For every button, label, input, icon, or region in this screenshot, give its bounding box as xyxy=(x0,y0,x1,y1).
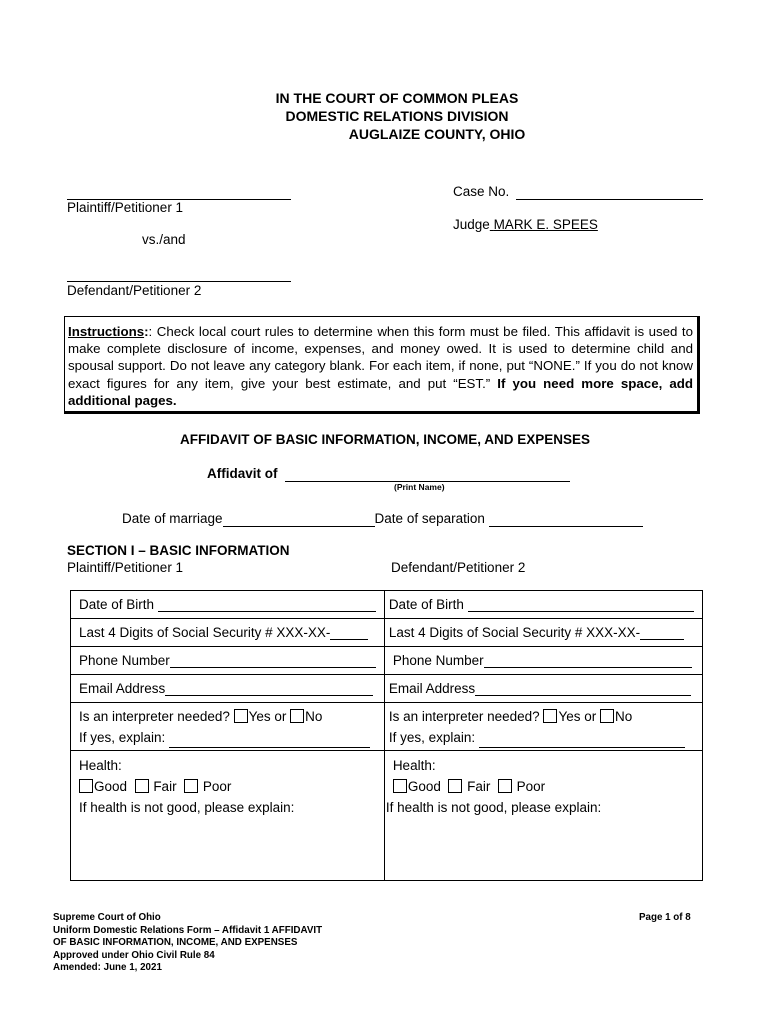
defendant-label: Defendant/Petitioner 2 xyxy=(67,283,202,298)
table-row xyxy=(71,647,703,675)
interpreter-no-checkbox-2[interactable] xyxy=(600,709,614,723)
case-number-field[interactable] xyxy=(516,185,703,200)
date-of-separation-label: Date of separation xyxy=(374,511,485,526)
affidavit-of-label: Affidavit of xyxy=(207,466,278,481)
if-yes-label-1: If yes, explain: xyxy=(79,729,166,745)
email-label-2: Email Address xyxy=(388,681,476,696)
instructions-box: Instructions:: Check local court rules to determine when this form must be filed. This affidavit is used to make complete disclosure of income, expenses, and money owed. It is used to determine child and spousal support. Do not leave any category blank. For each item, if none, put “NONE.” If you do not know exact figures for any item, give your best estimate, and put “EST.” If you need more space, add additional pages. xyxy=(64,316,700,414)
case-no-label: Case No. xyxy=(453,184,510,199)
table-row xyxy=(71,591,703,619)
basic-info-table xyxy=(70,590,703,881)
dob-label-1: Date of Birth xyxy=(79,597,155,612)
poor-label-2: Poor xyxy=(516,779,546,794)
health-fair-checkbox-2[interactable] xyxy=(448,779,462,793)
instructions-bold-note: If you need more space, add additional pages. xyxy=(68,375,693,408)
interpreter-no-checkbox-1[interactable] xyxy=(290,709,304,723)
yes-or-label-2: Yes or xyxy=(558,708,597,724)
division-name: DOMESTIC RELATIONS DIVISION xyxy=(285,108,509,124)
health-poor-checkbox-2[interactable] xyxy=(498,779,512,793)
phone-field-1[interactable] xyxy=(170,655,376,668)
section-1-title: SECTION I – BASIC INFORMATION xyxy=(67,543,290,558)
affiant-name-field[interactable] xyxy=(285,467,570,482)
judge-row xyxy=(453,217,598,233)
date-of-marriage-field[interactable] xyxy=(223,512,375,527)
footer-line-4: Approved under Ohio Civil Rule 84 xyxy=(53,949,215,961)
fair-label-2: Fair xyxy=(467,779,491,794)
phone-label-1: Phone Number xyxy=(79,653,170,668)
phone-field-2[interactable] xyxy=(484,655,692,668)
no-label-2: No xyxy=(614,708,633,724)
interpreter-explain-field-1[interactable] xyxy=(169,735,370,748)
footer-line-3: OF BASIC INFORMATION, INCOME, AND EXPENSES xyxy=(53,937,298,948)
health-label-1: Health: xyxy=(79,758,122,773)
dob-field-2[interactable] xyxy=(468,599,694,612)
footer-block xyxy=(53,912,322,975)
print-name-label: (Print Name) xyxy=(394,482,445,492)
email-field-1[interactable] xyxy=(165,683,373,696)
court-name: IN THE COURT OF COMMON PLEAS xyxy=(275,90,519,106)
date-of-separation-field[interactable] xyxy=(489,512,643,527)
plaintiff-label: Plaintiff/Petitioner 1 xyxy=(67,200,184,215)
email-field-2[interactable] xyxy=(475,683,691,696)
health-good-checkbox-1[interactable] xyxy=(79,779,93,793)
col2-label: Defendant/Petitioner 2 xyxy=(391,560,526,575)
if-yes-label-2: If yes, explain: xyxy=(388,729,476,745)
health-fair-checkbox-1[interactable] xyxy=(135,779,149,793)
table-row xyxy=(71,751,703,881)
footer-line-2: Uniform Domestic Relations Form – Affidavit 1 AFFIDAVIT xyxy=(53,924,323,936)
health-explain-label-1: If health is not good, please explain: xyxy=(79,800,295,815)
no-label-1: No xyxy=(305,708,323,724)
good-label-2: Good xyxy=(407,779,441,794)
case-number-row xyxy=(453,184,703,200)
interpreter-explain-field-2[interactable] xyxy=(479,735,685,748)
ssn-field-2[interactable] xyxy=(640,627,684,640)
health-label-2: Health: xyxy=(392,758,436,773)
table-row xyxy=(71,703,703,751)
ssn-field-1[interactable] xyxy=(330,627,368,640)
col1-label: Plaintiff/Petitioner 1 xyxy=(67,560,184,575)
interpreter-question-1: Is an interpreter needed? xyxy=(79,708,230,724)
good-label-1: Good xyxy=(94,779,128,794)
judge-label: Judge xyxy=(453,217,490,232)
interpreter-question-2: Is an interpreter needed? xyxy=(388,708,540,724)
instructions-heading: Instructions xyxy=(68,324,145,339)
health-explain-label-2: If health is not good, please explain: xyxy=(385,800,602,815)
vs-label: vs./and xyxy=(142,232,186,247)
plaintiff-name-field[interactable] xyxy=(67,184,291,200)
footer-line-1: Supreme Court of Ohio xyxy=(53,912,161,923)
instructions-text: : Check local court rules to determine when this form must be filed. This affidavit is used to make complete disclosure of income, expenses, and money owed. It is used to determine child and spousal support. Do not leave any category blank. For each item, if none, put “NONE.” If you do not know exact figures for any item, give your best estimate, and put “EST.” xyxy=(68,324,693,391)
dates-row xyxy=(122,511,643,527)
fair-label-1: Fair xyxy=(153,779,177,794)
dob-label-2: Date of Birth xyxy=(388,597,464,612)
defendant-name-field[interactable] xyxy=(67,266,291,282)
judge-name: MARK E. SPEES xyxy=(493,217,598,232)
form-title: AFFIDAVIT OF BASIC INFORMATION, INCOME, AND EXPENSES xyxy=(179,432,590,447)
table-row xyxy=(71,675,703,703)
affidavit-of-row xyxy=(207,466,570,482)
county-name: AUGLAIZE COUNTY, OHIO xyxy=(348,126,526,142)
interpreter-yes-checkbox-1[interactable] xyxy=(234,709,248,723)
table-row xyxy=(71,619,703,647)
health-poor-checkbox-1[interactable] xyxy=(184,779,198,793)
ssn-label-2: Last 4 Digits of Social Security # XXX-XX- xyxy=(388,625,641,640)
date-of-marriage-label: Date of marriage xyxy=(122,511,223,526)
page-number: Page 1 of 8 xyxy=(639,912,691,923)
poor-label-1: Poor xyxy=(202,779,232,794)
email-label-1: Email Address xyxy=(79,681,166,696)
footer-line-5: Amended: June 1, 2021 xyxy=(53,962,162,973)
dob-field-1[interactable] xyxy=(158,599,376,612)
ssn-label-1: Last 4 Digits of Social Security # XXX-XX- xyxy=(79,625,331,640)
health-good-checkbox-2[interactable] xyxy=(393,779,407,793)
yes-or-label-1: Yes or xyxy=(248,708,287,724)
interpreter-yes-checkbox-2[interactable] xyxy=(543,709,557,723)
phone-label-2: Phone Number xyxy=(392,653,484,668)
